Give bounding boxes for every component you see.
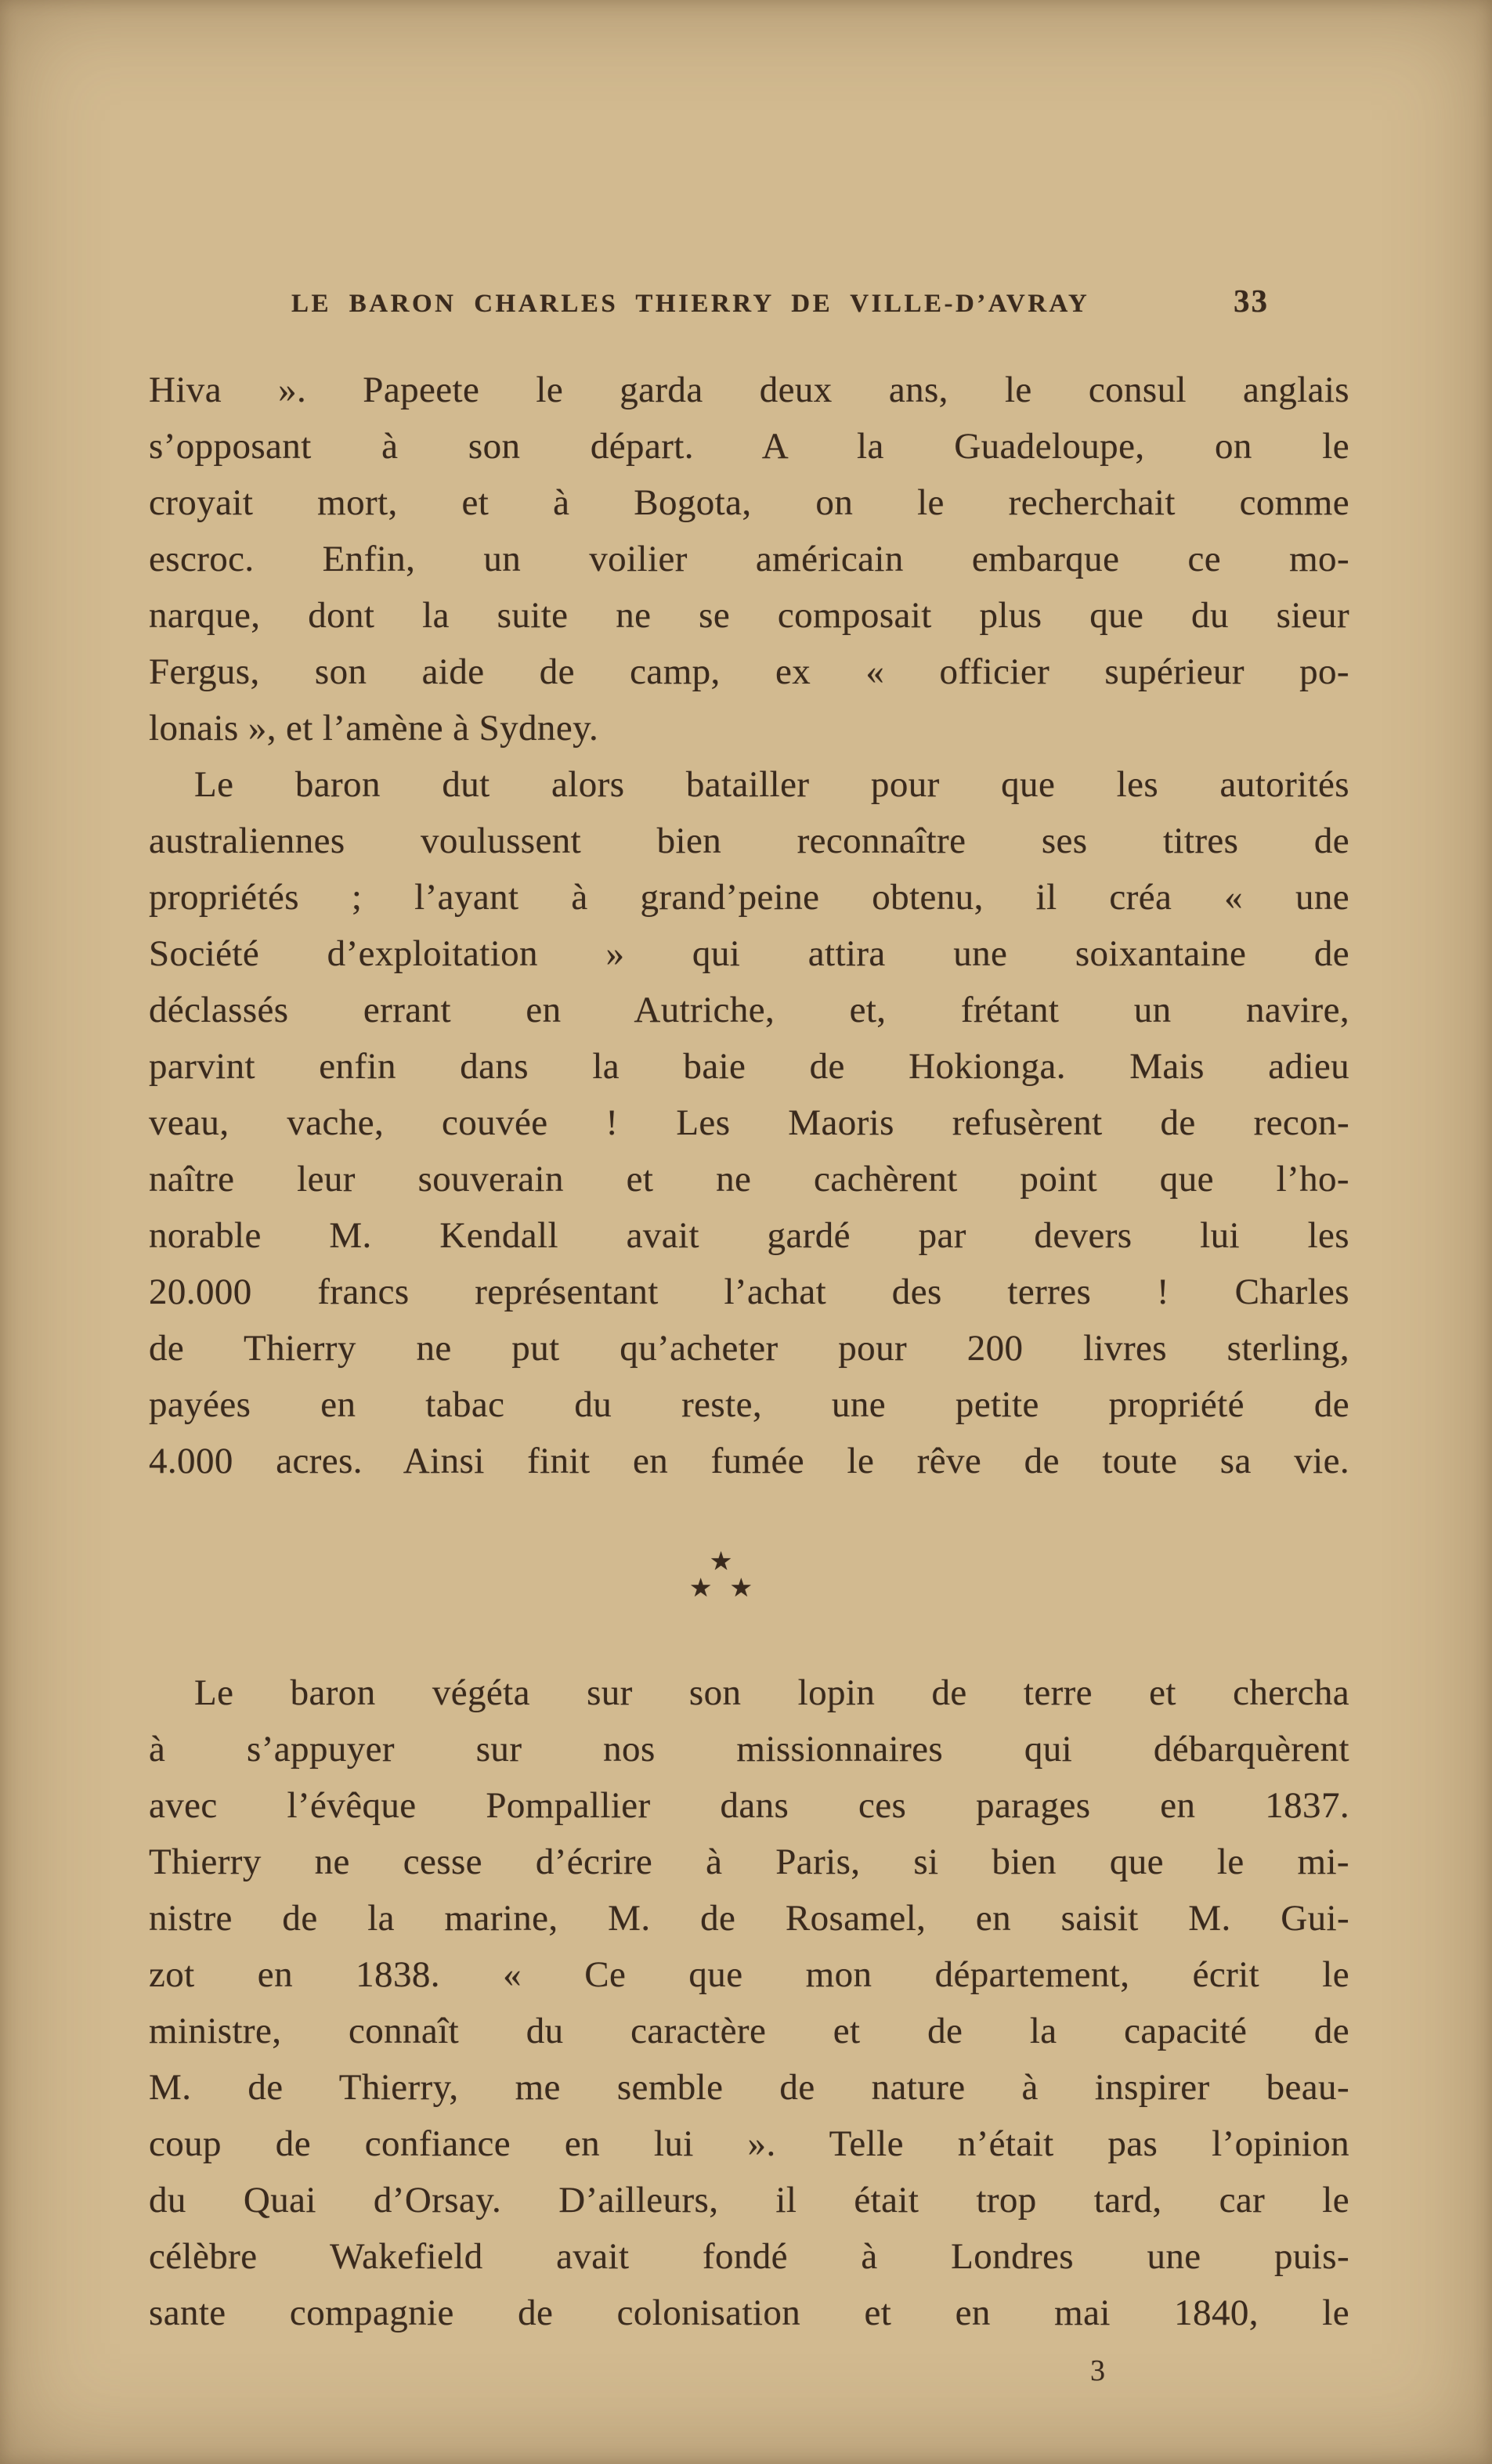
body-text: [0, 362, 1492, 2341]
text-line: lonais », et l’amène à Sydney.: [149, 708, 599, 749]
paragraph: [149, 362, 1349, 756]
text-line: propriétés ; l’ayant à grand’peine obtenu, il créa « une: [149, 877, 1349, 918]
text-line: narque, dont la suite ne se composait plus que du sieur: [149, 595, 1349, 636]
paragraph: [149, 756, 1349, 1489]
text-line: avec l’évêque Pompallier dans ces parages en 1837.: [149, 1785, 1349, 1826]
text-line: escroc. Enfin, un voilier américain embarque ce mo-: [149, 539, 1349, 579]
text-line: ministre, connaît du caractère et de la capacité de: [149, 2011, 1349, 2051]
text-line: nistre de la marine, M. de Rosamel, en saisit M. Gui-: [149, 1898, 1349, 1939]
star-icon: ★: [688, 1575, 730, 1603]
text-line: s’opposant à son départ. A la Guadeloupe, on le: [149, 426, 1349, 467]
text-line: veau, vache, couvée ! Les Maoris refusèrent de recon-: [149, 1102, 1349, 1143]
text-line: 20.000 francs représentant l’achat des terres ! Charles: [149, 1272, 1349, 1312]
text-line: Le baron végéta sur son lopin de terre et chercha: [194, 1672, 1349, 1713]
paragraph: [149, 1665, 1349, 2341]
text-line: Société d’exploitation » qui attira une soixantaine de: [149, 933, 1349, 974]
text-line: croyait mort, et à Bogota, on le recherchait comme: [149, 482, 1349, 523]
signature-mark: 3: [1090, 2354, 1105, 2387]
text-line: zot en 1838. « Ce que mon département, écrit le: [149, 1954, 1349, 1995]
text-line: australiennes voulussent bien reconnaître ses titres de: [149, 821, 1349, 861]
page-header: [0, 0, 1492, 321]
page-number: 33: [1234, 283, 1269, 319]
text-line: du Quai d’Orsay. D’ailleurs, il était trop tard, car le: [149, 2180, 1349, 2220]
text-line: 4.000 acres. Ainsi finit en fumée le rêve de toute sa vie.: [149, 1441, 1349, 1481]
text-line: parvint enfin dans la baie de Hokionga. Mais adieu: [149, 1046, 1349, 1087]
text-line: célèbre Wakefield avait fondé à Londres une puis-: [149, 2236, 1349, 2277]
text-line: Fergus, son aide de camp, ex « officier supérieur po-: [149, 651, 1349, 692]
text-line: à s’appuyer sur nos missionnaires qui débarquèrent: [149, 1729, 1349, 1770]
text-line: M. de Thierry, me semble de nature à inspirer beau-: [149, 2067, 1349, 2108]
text-line: Hiva ». Papeete le garda deux ans, le consul anglais: [149, 370, 1349, 410]
star-icon: ★: [729, 1575, 771, 1603]
text-line: de Thierry ne put qu’acheter pour 200 livres sterling,: [149, 1328, 1349, 1369]
text-line: payées en tabac du reste, une petite propriété de: [149, 1384, 1349, 1425]
text-line: Le baron dut alors batailler pour que les autorités: [194, 764, 1349, 805]
running-title: LE BARON CHARLES THIERRY DE VILLE-D’AVRAY: [291, 290, 1090, 318]
text-line: sante compagnie de colonisation et en mai 1840, le: [149, 2293, 1349, 2333]
text-line: déclassés errant en Autriche, et, frétant un navire,: [149, 990, 1349, 1030]
text-line: naître leur souverain et ne cachèrent point que l’ho-: [149, 1159, 1349, 1200]
section-divider-asterism: [659, 1549, 784, 1602]
text-line: norable M. Kendall avait gardé par devers lui les: [149, 1215, 1349, 1256]
text-line: coup de confiance en lui ». Telle n’était pas l’opinion: [149, 2123, 1349, 2164]
text-line: Thierry ne cesse d’écrire à Paris, si bien que le mi-: [149, 1842, 1349, 1882]
star-icon: ★: [709, 1548, 733, 1576]
